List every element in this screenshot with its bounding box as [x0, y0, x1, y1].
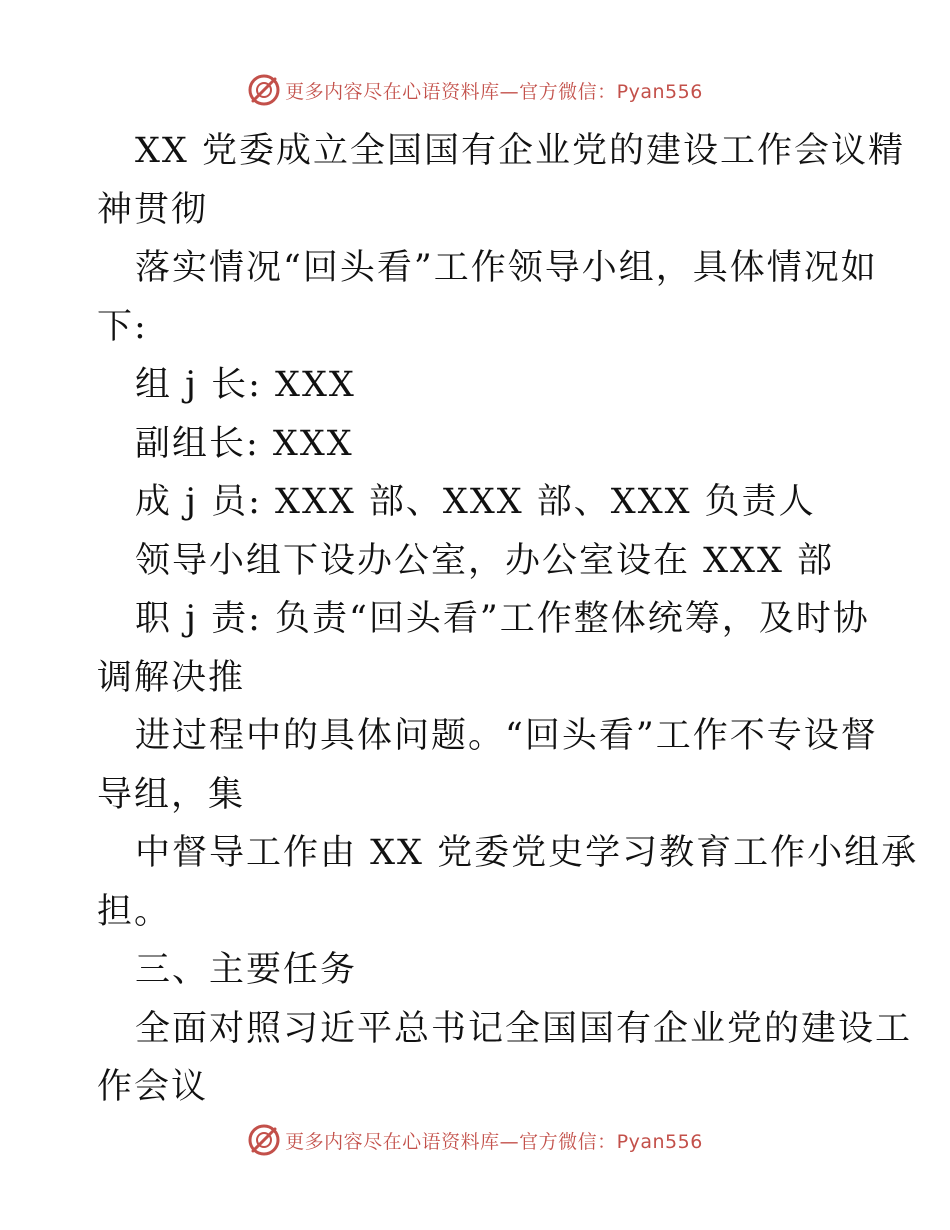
- body-line: 进过程中的具体问题。“回头看”工作不专设督: [135, 716, 878, 756]
- body-line: 组 j 长: XXX: [135, 365, 356, 405]
- body-line: XX 党委成立全国国有企业党的建设工作会议精: [135, 131, 905, 171]
- body-line: 作会议: [97, 1067, 209, 1107]
- banner-text: 更多内容尽在心语资料库—官方微信：Pyan556: [285, 1130, 703, 1153]
- body-line: 导组，集: [97, 774, 246, 815]
- header-watermark-banner: [0, 70, 950, 110]
- body-line: 落实情况“回头看”工作领导小组，具体情况如: [135, 248, 878, 288]
- document-body: [97, 122, 919, 1117]
- body-line: 调解决推: [97, 657, 246, 698]
- body-line: 中督导工作由 XX 党委党史学习教育工作小组承: [135, 833, 919, 873]
- section-heading: 三、主要任务: [135, 950, 358, 990]
- body-line: 全面对照习近平总书记全国国有企业党的建设工: [135, 1008, 913, 1049]
- body-line: 神贯彻: [97, 189, 209, 230]
- body-line: 副组长: XXX: [135, 423, 354, 464]
- body-line: 成 j 员: XXX 部、XXX 部、XXX 负责人: [135, 482, 816, 522]
- body-line: 领导小组下设办公室，办公室设在 XXX 部: [135, 540, 835, 581]
- body-line: 职 j 责: 负责“回头看”工作整体统筹，及时协: [135, 599, 870, 639]
- body-line: 担。: [97, 891, 172, 932]
- body-line: 下:: [97, 306, 148, 347]
- brand-logo-icon: [247, 1123, 281, 1157]
- brand-logo-icon: [247, 73, 281, 107]
- banner-text: 更多内容尽在心语资料库—官方微信：Pyan556: [285, 80, 703, 103]
- footer-watermark-banner: [0, 1120, 950, 1160]
